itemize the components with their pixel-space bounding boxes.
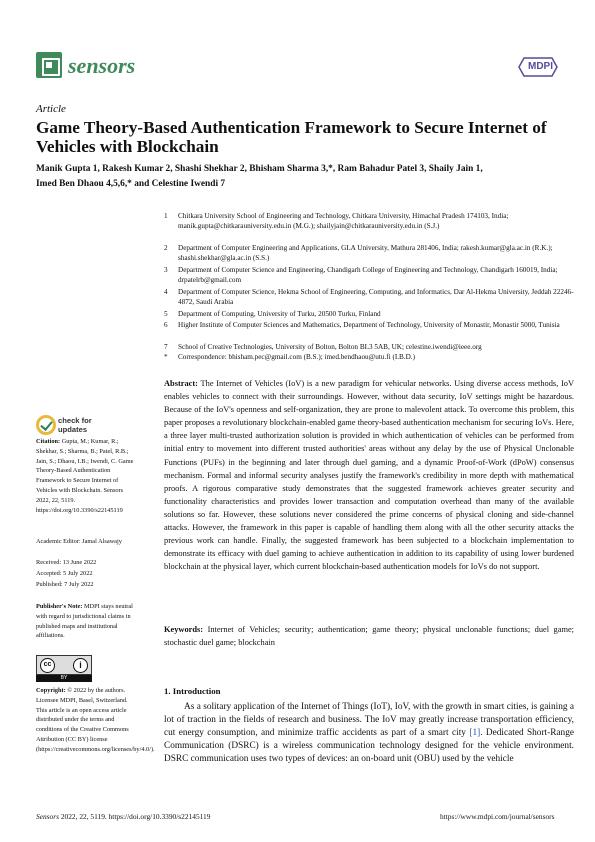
abstract-text: The Internet of Vehicles (IoV) is a new paradigm for vehicular networks. Using diverse access methods, IoV enables vehicles to connect with their surroundings. However, without data security, IoV settings might be hazardous. Because of the IoV's openness and self-organization, they are prone to malevolent attack. To overcome this problem, this paper proposes a revolutionary blockchain-enabled game theory-based authentication mechanism for securing IoVs. Here, a three layer multi-trusted authorization solution is provided in which authentication of vehicles can be performed from initial entry to movement into different trusted authorities' areas without any delay by the use of Physical Unclonable Functions (PUFs) in the beginning and later through duel gaming, and a dynamic Proof-of-Work (dPoW) consensus mechanism. Formal and informal security analyses justify the framework's credibility in more depth with mathematical proofs. A rigorous comparative study demonstrates that the suggested framework achieves greater security and functionality characteristics and provides lower transaction and computation overhead than many of the available solutions so far. However, these solutions never considered the prime concerns of physical cloning and side-channel attacks. However, the framework in this paper is capable of handling them along with all the other security attacks the previous work can handle. Finally, the suggested framework has been subjected to a blockchain implementation to demonstrate its efficacy with duel gaming to achieve authentication in addition to its capability of using lower burdened blockchain at the physical layer, which current blockchain-based authentication models for IoVs do not support. (164, 379, 574, 572)
section-heading-introduction: 1. Introduction (164, 686, 221, 696)
paper-title: Game Theory-Based Authentication Framework to Secure Internet of Vehicles with Blockchain (36, 118, 547, 156)
author-line-2[interactable]: Imed Ben Dhaou 4,5,6,* and Celestine Iwendi 7 (36, 179, 226, 189)
abstract (164, 377, 574, 573)
intro-text-2: . Dedicated Short-Range Communication (DSRC) is a wireless communication technology designed for the vehicle environment. DSRC communication uses two types of devices: an on-board unit (OBU) used by the vehicle (164, 728, 574, 765)
footer-journal: Sensors (36, 812, 59, 821)
citation-label: Citation: (36, 438, 61, 445)
accepted-date: Accepted: 5 July 2022 (36, 570, 93, 577)
article-type: Article (36, 103, 66, 115)
affiliation-5: 5 Department of Computing, University of Turku, 20500 Turku, Finland (164, 310, 381, 318)
affiliation-4: 4 Department of Computer Science, Hekma School of Engineering, Computing, and Informatics, Dar Al-Hekma University, Jeddah 22246-4872, Saudi Arabia (164, 288, 574, 306)
citation-block (36, 437, 136, 515)
affiliation-3: 3 Department of Computer Science and Engineering, Chandigarh College of Engineering and Technology, Chandigarh 160019, India; drpatelrb@gmail.com (164, 266, 558, 284)
received-date: Received: 13 June 2022 (36, 559, 97, 566)
keywords-label: Keywords: (164, 625, 204, 634)
keywords (164, 624, 574, 649)
journal-name: sensors (68, 53, 136, 78)
affiliation-2: 2 Department of Computer Engineering and Applications, GLA University, Mathura 281406, India; rakesh.kumar@gla.ac.in (R.K.); shashi.shekhar@gla.ac.in (S.S.) (164, 244, 553, 262)
cc-license-badge[interactable] (36, 655, 92, 675)
copyright-label: Copyright: (36, 687, 66, 694)
citation-text: Gupta, M.; Kumar, R.; Shekhar, S.; Sharma, B.; Patel, R.B.; Jain, S.; Dhaou, I.B.; Iwendi, C. Game Theory-Based Authentication Framework to Secure Internet of Vehicles with Blockchain. Sensors 2022, 22, 5119. https://doi.org/10.3390/s22145119 (36, 438, 134, 514)
abstract-label: Abstract: (164, 379, 198, 388)
cc-by-label: BY (36, 675, 92, 682)
publisher-name: MDPI (528, 61, 553, 72)
journal-logo-icon (36, 52, 62, 78)
affiliation-6: 6 Higher Institute of Computer Sciences and Mathematics, Department of Technology, University of Monastir, Monastir 5000, Tunisia (164, 321, 560, 329)
check-for-updates-label[interactable]: check for updates (58, 416, 92, 434)
publisher-note (36, 602, 136, 641)
copyright-block (36, 686, 155, 755)
author-line-1[interactable]: Manik Gupta 1, Rakesh Kumar 2, Shashi Shekhar 2, Bhisham Sharma 3,*, Ram Bahadur Patel 3, Shaily Jain 1, (36, 164, 483, 174)
copyright-text: © 2022 by the authors. Licensee MDPI, Basel, Switzerland. This article is an open access article distributed under the terms and conditions of the Creative Commons Attribution (CC BY) license (https://creativecommons.org/licenses/by/4.0/). (36, 687, 155, 753)
published-date: Published: 7 July 2022 (36, 581, 94, 588)
introduction-paragraph (164, 701, 574, 766)
keywords-text: Internet of Vehicles; security; authentication; game theory; physical unclonable functions; duel game; stochastic duel game; blockchain (164, 625, 575, 647)
publisher-note-label: Publisher's Note: (36, 603, 83, 610)
footer-journal-url[interactable]: https://www.mdpi.com/journal/sensors (440, 812, 555, 821)
footer-citation (36, 812, 210, 821)
affiliation-1: 1 Chitkara University School of Engineering and Technology, Chitkara University, Himachal Pradesh 174103, India; manik.gupta@chitkarauniversity.edu.in (M.G.); shailyjain@chitkarauniversity.edu.in (S.J.) (164, 212, 509, 230)
mdpi-logo (518, 56, 558, 78)
intro-text-1: As a solitary application of the Internet of Things (IoT), IoV, with the growth in smart cities, is gaining a lot of traction in the fields of research and business. The IoV may greatly increase transportation efficiency, cut energy consumption, and minimize traffic accidents as part of a smart city (164, 702, 574, 739)
cc-icon: cc (40, 658, 55, 673)
academic-editor: Academic Editor: Jamal Alsawajy (36, 538, 122, 545)
correspondence: * Correspondence: bhisham.pec@gmail.com (B.S.); imed.bendhaou@utu.fi (I.B.D.) (164, 353, 415, 361)
publisher-note-text: MDPI stays neutral with regard to jurisdictional claims in published maps and institutional affiliations. (36, 603, 133, 640)
reference-link[interactable]: [1] (469, 728, 481, 739)
footer-doi[interactable]: 2022, 22, 5119. https://doi.org/10.3390/s22145119 (59, 812, 211, 821)
check-for-updates-icon[interactable] (36, 415, 56, 435)
affiliation-7: 7 School of Creative Technologies, University of Bolton, Bolton BL3 5AB, UK; celestine.iwendi@ieee.org (164, 343, 482, 351)
attribution-icon: i (73, 658, 88, 673)
author-list (36, 162, 566, 192)
